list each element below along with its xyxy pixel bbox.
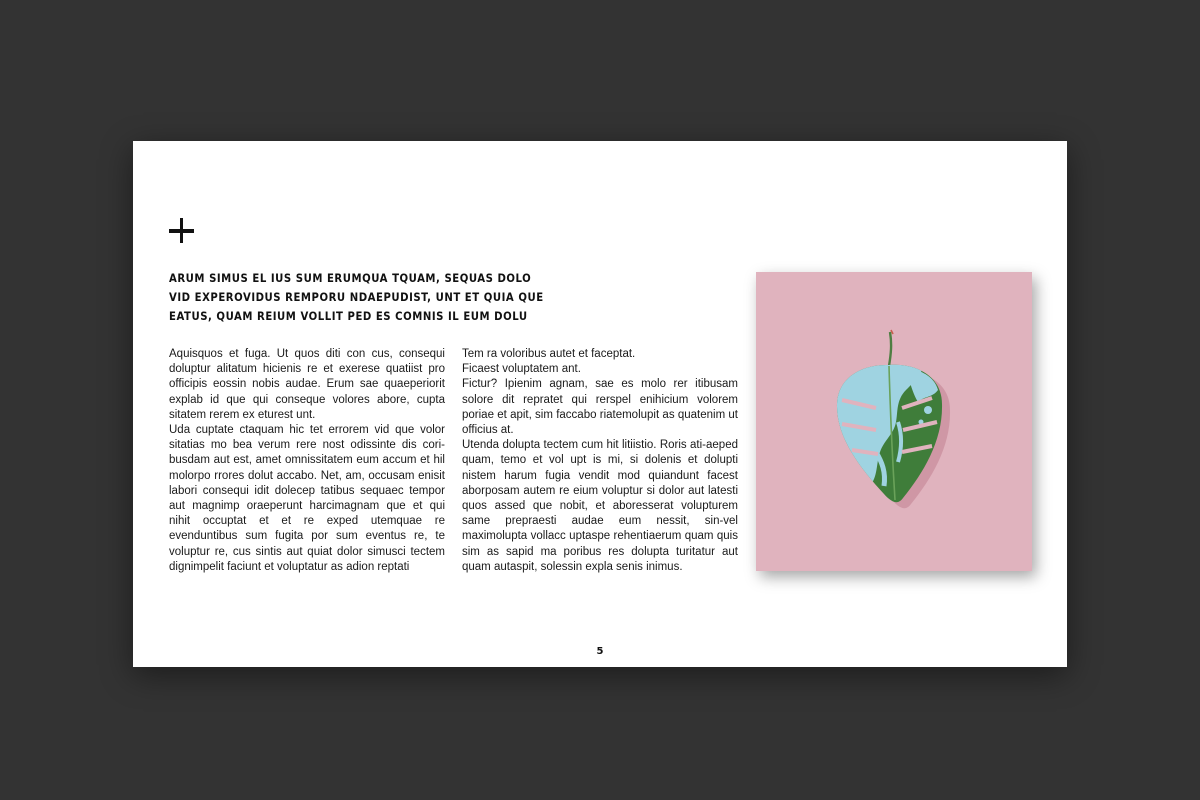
paragraph: Ficaest voluptatem ant. [462,363,581,376]
body-column-2 [462,347,738,575]
paragraph: Uda cuptate ctaquam hic tet errorem vid que volor sitatias mo bea verum rere nost odissinte dis cori-busdam aut est, amet omnissitatem eum accum et hil molorpo rrores dolut accabo. Net, am, occusam enisit labori consequi idit dolecep tatibus sequaec tempor aut magnimp oraeperunt harcimagnam que et qui nihit occuptat et et re exped utemquae re evenduntibus sum fugita por sum eventus re, te voluptur re, cus sintis aut quiat dolor simusci tectem dignimpelit faciunt et voluptatur as adion reptati [169,424,445,573]
body-column-1 [169,347,445,575]
paragraph: Utenda dolupta tectem cum hit litiistio. Roris ati-aeped quam, temo et vol upt is mi, si dolenis et dolupti nistem harum fugia vendit mod quiandunt facest aborposam autem re eium voluptur si dolor aut latesti quos assed que nobit, et aboresserat volupturem same prepraesti audae eum nessit, sin-vel maximolupta vollacc uptaspe rehentiaerum quam quis sim as sapid ma poribus res dolupta turitatur aut quam autaspit, solessin expla senis inimus. [462,439,738,573]
plus-icon [169,218,194,243]
headline-line: VID EXPEROVIDUS REMPORU NDAEPUDIST, UNT ET QUIA QUE [169,290,544,304]
document-page [133,141,1067,667]
page-number: 5 [596,646,604,657]
headline-line: ARUM SIMUS EL IUS SUM ERUMQUA TQUAM, SEQUAS DOLO [169,271,532,285]
paragraph: Tem ra voloribus autet et faceptat. [462,348,636,360]
paragraph: Fictur? Ipienim agnam, sae es molo rer itibusam solore dit repratet qui rerspel enihicium volorem poriae et apit, sim faccabo riatemolupit as quatenim ut officius at. [462,378,738,437]
monstera-leaf-icon [756,272,1032,571]
headline-line: EATUS, QUAM REIUM VOLLIT PED ES COMNIS IL EUM DOLU [169,309,528,323]
leaf-photo [756,272,1032,571]
headline [169,269,544,326]
paragraph: Aquisquos et fuga. Ut quos diti con cus, consequi doluptur alitatum hicienis re et exerese quatiist pro officipis eossin nobis audae. Erum sae quaeperiorit explab id que qui conseque volores abore, cupta sitatem rerem ex eturest unt. [169,348,445,421]
